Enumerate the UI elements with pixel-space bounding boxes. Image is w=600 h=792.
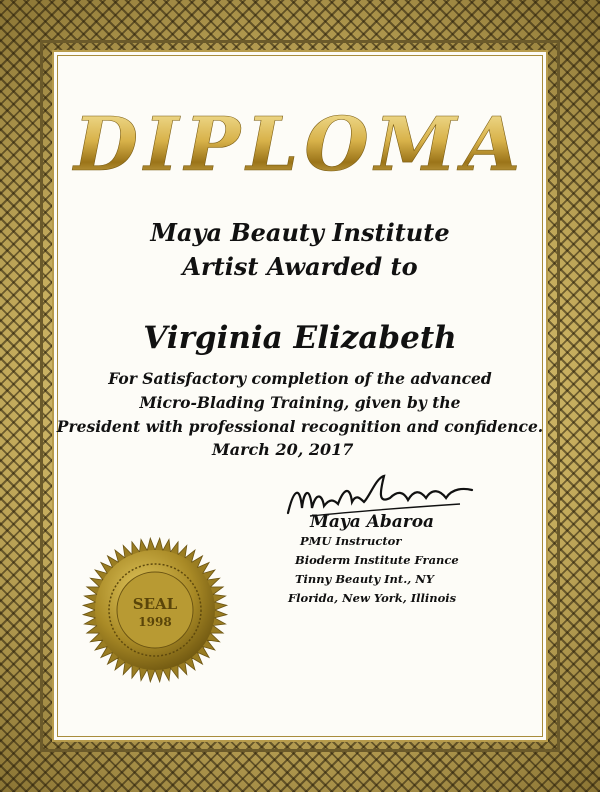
institute-name: Maya Beauty Institute bbox=[150, 218, 450, 247]
awarded-line: Artist Awarded to bbox=[182, 252, 418, 281]
signatory-line: PMU Instructor bbox=[300, 534, 402, 548]
seal-text: SEAL bbox=[132, 595, 178, 613]
body-line: For Satisfactory completion of the advanced bbox=[108, 369, 492, 388]
recipient-name: Virginia Elizabeth bbox=[143, 320, 457, 356]
diploma-title bbox=[73, 88, 527, 198]
diploma-title-text: DIPLOMA bbox=[73, 102, 527, 188]
signatory-line: Tinny Beauty Int., NY bbox=[295, 572, 434, 586]
signatory-name: Maya Abaroa bbox=[310, 512, 435, 532]
gold-seal bbox=[80, 535, 230, 685]
body-text bbox=[0, 367, 600, 439]
award-date: March 20, 2017 bbox=[212, 440, 354, 459]
signatory-line: Bioderm Institute France bbox=[295, 553, 459, 567]
seal-year: 1998 bbox=[138, 615, 172, 629]
signature-block bbox=[282, 512, 522, 608]
body-line: President with professional recognition and confidence. bbox=[56, 417, 544, 436]
body-line: Micro-Blading Training, given by the bbox=[139, 393, 461, 412]
signatory-line: Florida, New York, Illinois bbox=[288, 591, 457, 605]
